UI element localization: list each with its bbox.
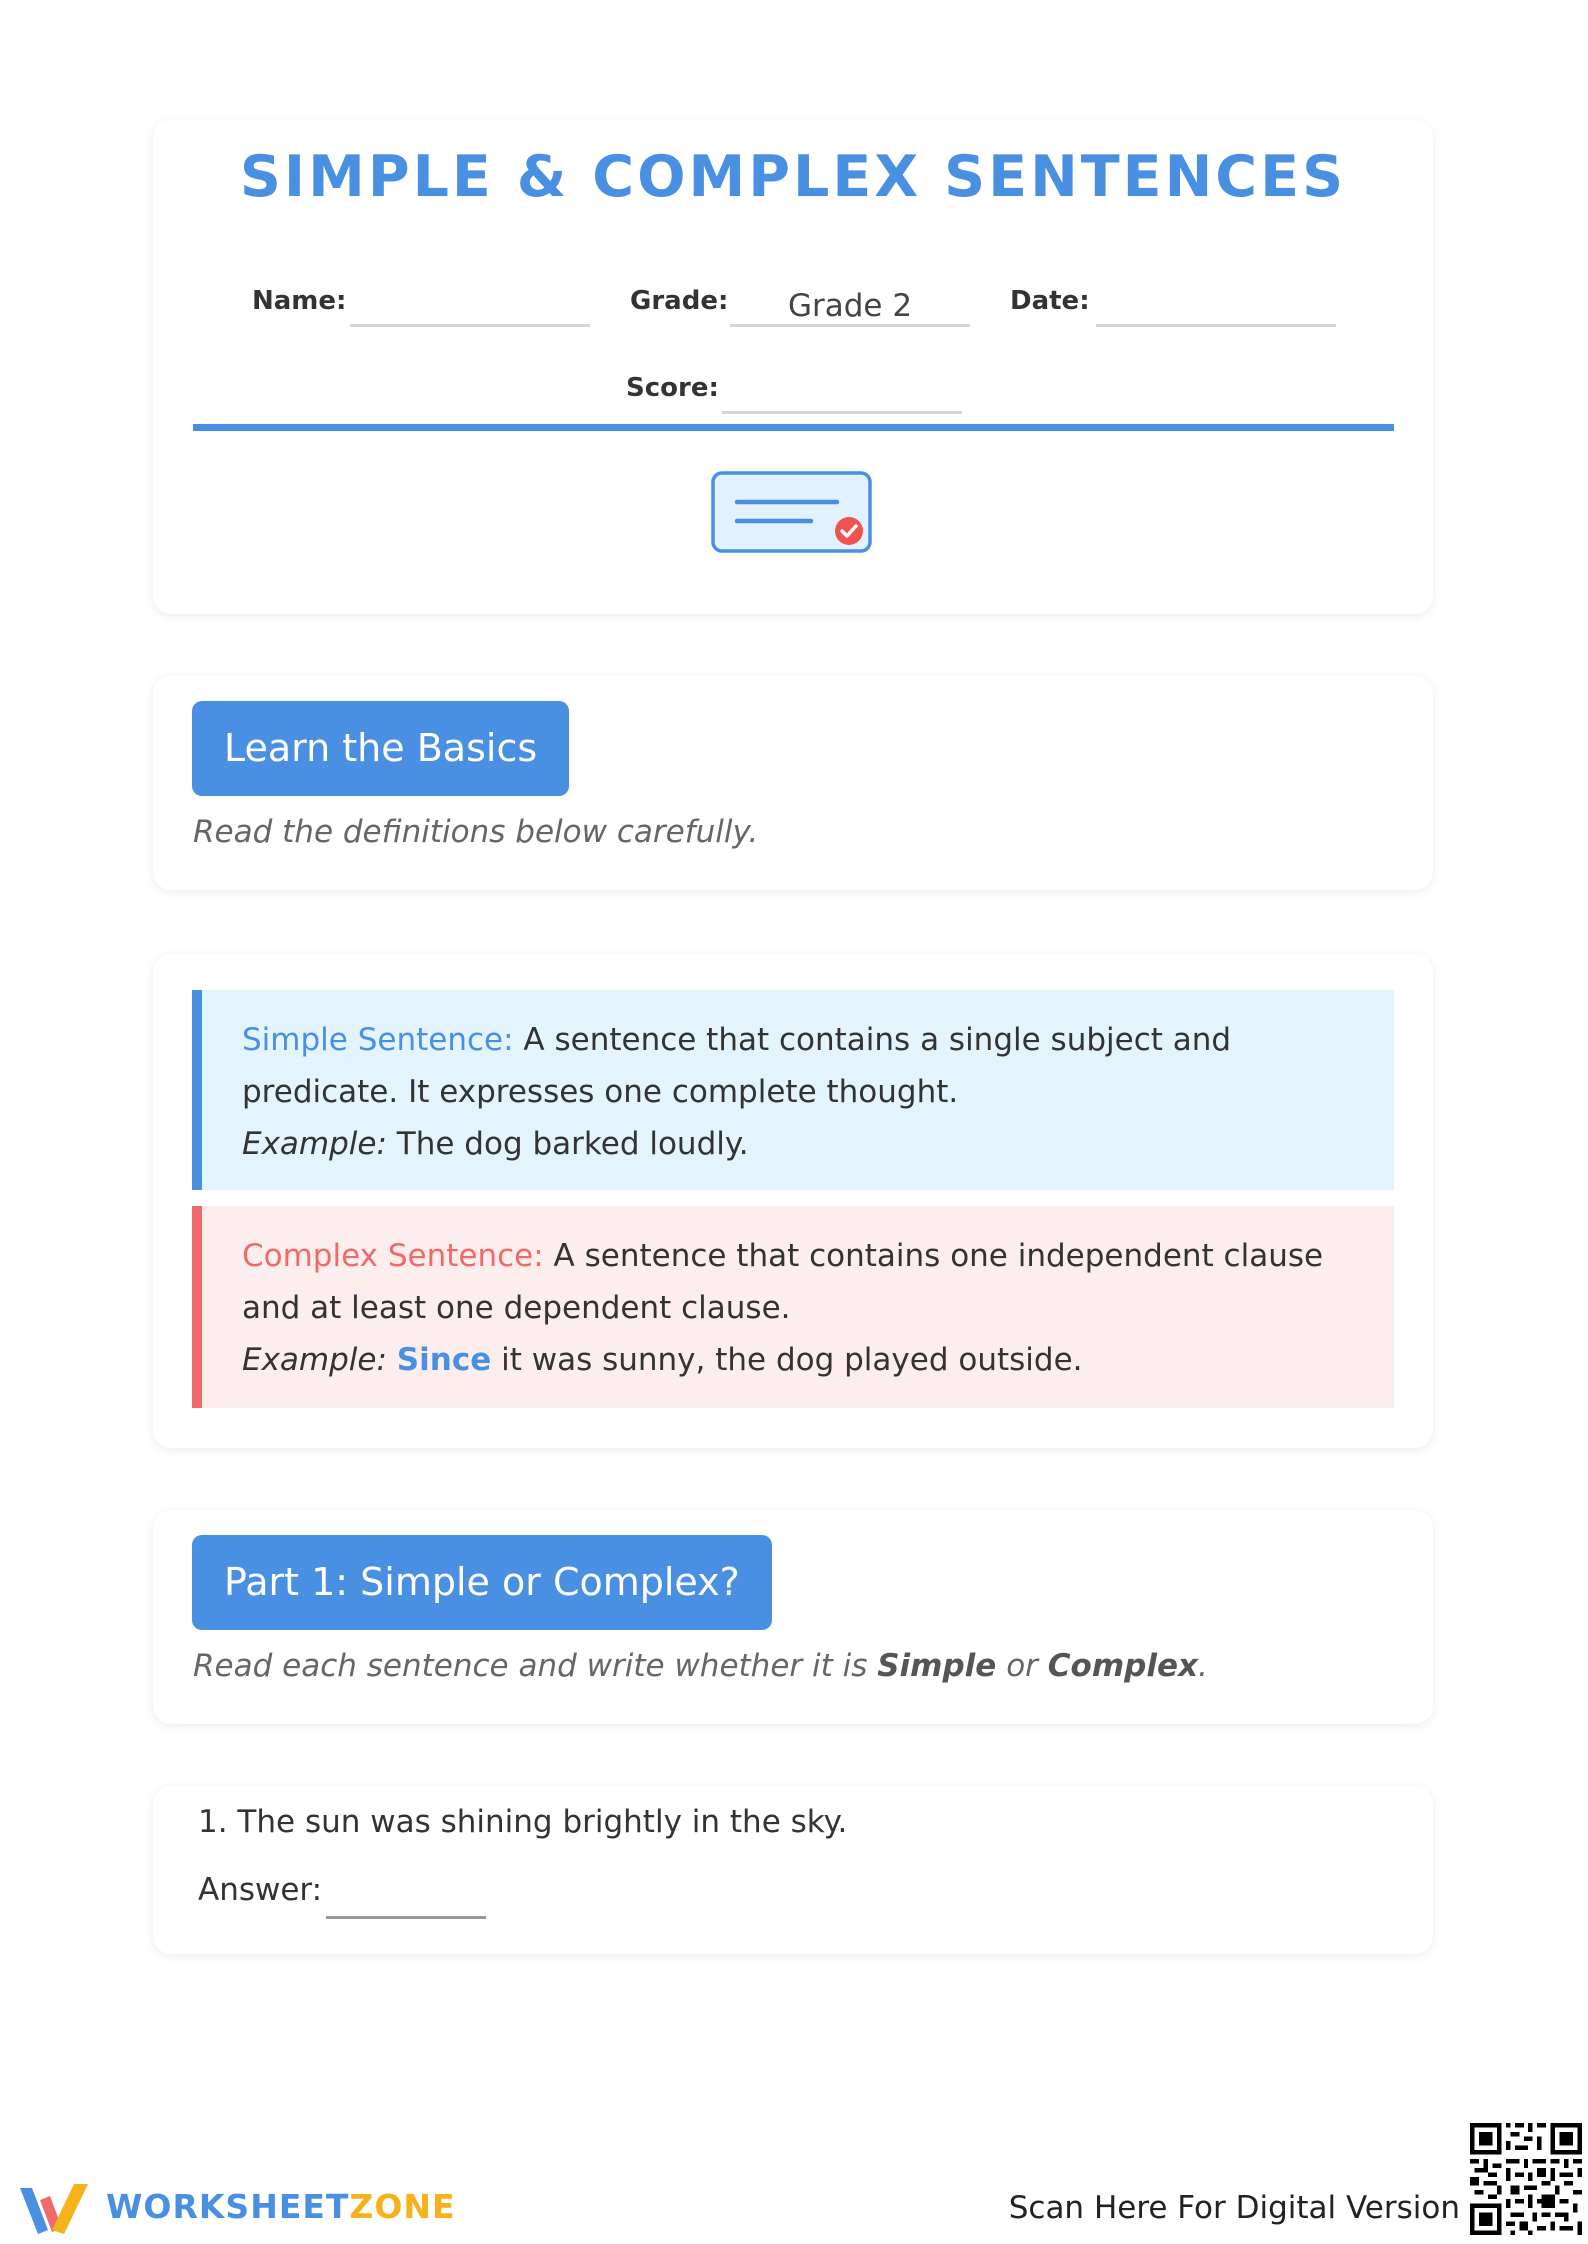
name-field[interactable] [350, 288, 590, 327]
grade-field[interactable]: Grade 2 [730, 288, 970, 327]
header-card [153, 120, 1433, 614]
part1-instruction-or: or [1006, 1648, 1038, 1684]
question-text: 1. The sun was shining brightly in the sky. [198, 1804, 848, 1840]
simple-term: Simple Sentence: [242, 1022, 514, 1058]
grade-label: Grade: [630, 286, 729, 316]
scan-text: Scan Here For Digital Version [1008, 2190, 1460, 2226]
complex-definition [242, 1230, 1364, 1334]
basics-instruction: Read the definitions below carefully. [193, 814, 759, 850]
part1-instruction [193, 1648, 1208, 1684]
answer-label: Answer: [198, 1872, 323, 1908]
option-simple: Simple [877, 1648, 997, 1684]
answer-field[interactable] [326, 1880, 486, 1919]
complex-example-keyword: Since [396, 1342, 492, 1378]
date-label: Date: [1010, 286, 1090, 316]
part1-instruction-suffix: . [1197, 1648, 1208, 1684]
simple-definition [242, 1014, 1364, 1118]
worksheet-title: SIMPLE & COMPLEX SENTENCES [239, 144, 1347, 210]
question-card [153, 1786, 1433, 1954]
simple-definition-text: A sentence that contains a single subject and predicate. It expresses one complete thought. [242, 1022, 1232, 1110]
score-field[interactable] [722, 375, 962, 414]
part1-heading: Part 1: Simple or Complex? [192, 1535, 772, 1630]
basics-section [153, 676, 1433, 890]
part1-section [153, 1510, 1433, 1724]
header-divider [193, 424, 1394, 431]
name-label: Name: [252, 286, 347, 316]
simple-example [242, 1118, 1364, 1170]
score-label: Score: [626, 373, 719, 403]
brand-part2: ZONE [349, 2187, 456, 2226]
option-complex: Complex [1047, 1648, 1198, 1684]
document-check-icon [711, 471, 872, 553]
complex-term: Complex Sentence: [242, 1238, 544, 1274]
simple-example-text: The dog barked loudly. [396, 1126, 749, 1162]
complex-example-text: it was sunny, the dog played outside. [501, 1342, 1083, 1378]
simple-definition-box [192, 990, 1394, 1190]
qr-code-icon[interactable] [1470, 2123, 1582, 2235]
footer-brand [106, 2187, 456, 2226]
complex-definition-text: A sentence that contains one independent clause and at least one dependent clause. [242, 1238, 1324, 1326]
complex-example [242, 1334, 1364, 1386]
simple-example-label: Example: [242, 1126, 387, 1162]
part1-instruction-prefix: Read each sentence and write whether it is [193, 1648, 868, 1684]
definitions-section [153, 954, 1433, 1448]
complex-definition-box [192, 1206, 1394, 1408]
complex-example-label: Example: [242, 1342, 387, 1378]
brand-part1: WORKSHEET [106, 2187, 350, 2226]
worksheetzone-logo-icon [18, 2180, 92, 2236]
date-field[interactable] [1096, 288, 1336, 327]
basics-heading: Learn the Basics [192, 701, 569, 796]
